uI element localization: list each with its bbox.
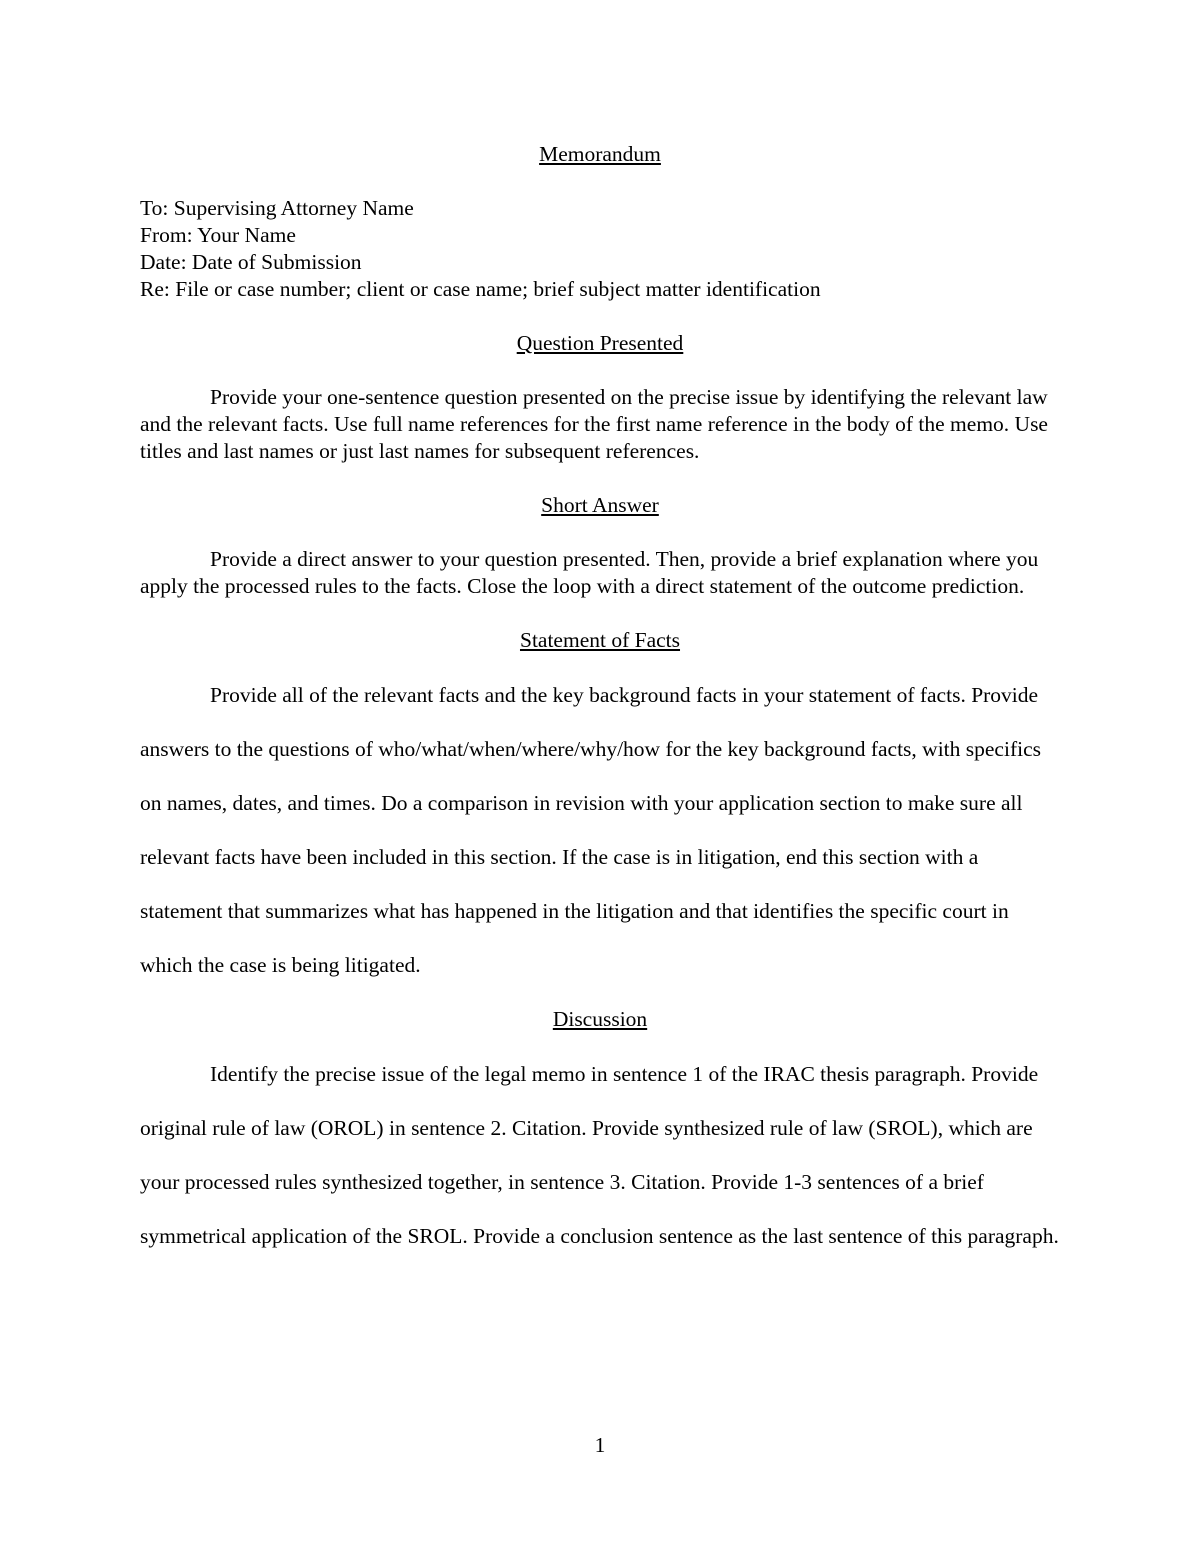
memo-re-line: Re: File or case number; client or case name; brief subject matter identification: [140, 277, 821, 301]
section-heading-discussion: Discussion: [552, 1007, 648, 1031]
page-number: 1: [594, 1433, 606, 1457]
section-heading-statement-of-facts: Statement of Facts: [519, 628, 681, 652]
section-body-question-presented: Provide your one-sentence question presented on the precise issue by identifying the relevant law and the relevant facts. Use full name references for the first name reference in the body of the memo. Use titles and last names or just last names for subsequent references.: [140, 385, 1048, 463]
section-heading-short-answer: Short Answer: [541, 493, 659, 517]
section-heading-question-presented: Question Presented: [516, 331, 684, 355]
memo-date-line: Date: Date of Submission: [140, 250, 362, 274]
section-body-short-answer: Provide a direct answer to your question presented. Then, provide a brief explanation where you apply the processed rules to the facts. Close the loop with a direct statement of the outcome prediction.: [140, 547, 1039, 598]
memo-to-line: To: Supervising Attorney Name: [140, 196, 414, 220]
section-body-discussion: Identify the precise issue of the legal memo in sentence 1 of the IRAC thesis paragraph. Provide original rule of law (OROL) in sentence 2. Citation. Provide synthesized rule of law (SROL), which are your processed rules synthesized together, in sentence 3. Citation. Provide 1-3 sentences of a brief symmetrical application of the SROL. Provide a conclusion sentence as the last sentence of this paragraph.: [140, 1062, 1059, 1248]
section-body-statement-of-facts: Provide all of the relevant facts and the key background facts in your statement of facts. Provide answers to the questions of who/what/when/where/why/how for the key background facts, with specifics on names, dates, and times. Do a comparison in revision with your application section to make sure all relevant facts have been included in this section. If the case is in litigation, end this section with a statement that summarizes what has happened in the litigation and that identifies the specific court in which the case is being litigated.: [140, 683, 1041, 977]
memo-from-line: From: Your Name: [140, 223, 296, 247]
memo-page: [140, 141, 1060, 1277]
memo-title: Memorandum: [539, 142, 661, 166]
memo-header: [140, 195, 1060, 303]
